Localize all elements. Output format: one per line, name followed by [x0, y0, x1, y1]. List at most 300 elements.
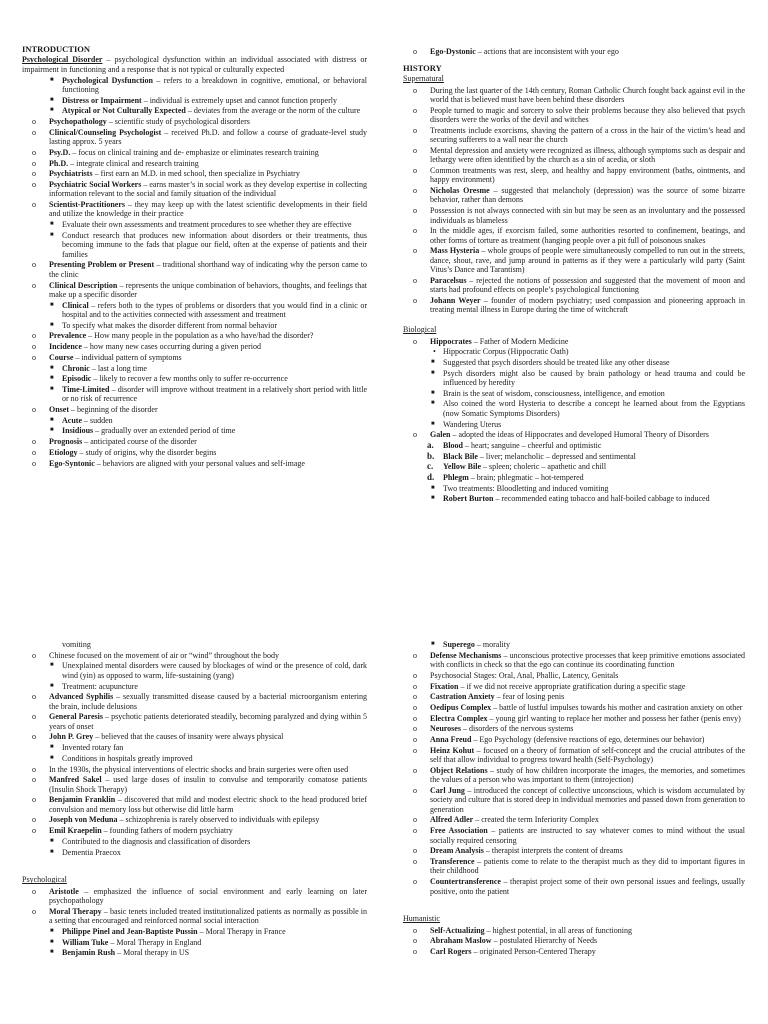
bullet-marker: o	[413, 47, 417, 56]
list-item	[403, 226, 745, 245]
supernatural-heading: Supernatural	[403, 74, 444, 84]
bullet-marker: o	[32, 886, 36, 896]
bullet-marker: o	[413, 226, 417, 236]
list-item	[403, 126, 745, 145]
bullet-marker: o	[32, 352, 36, 362]
bottom-right-column	[403, 640, 745, 958]
item-term: Object Relations	[430, 765, 488, 775]
item-text: – Ego Psychology (defensive reactions of ego, determines our behavior)	[471, 735, 705, 745]
item-text: Two treatments: Bloodletting and induced vomiting	[443, 483, 609, 493]
list-item	[22, 815, 367, 824]
item-term: Clinical	[62, 300, 89, 310]
bullet-marker: o	[32, 158, 36, 168]
item-term: Ego-Dystonic	[430, 47, 476, 56]
item-text: – Moral Therapy in France	[197, 926, 286, 936]
list-item	[403, 420, 745, 429]
list-item	[403, 337, 745, 346]
list-item	[22, 459, 367, 468]
bullet-marker: o	[32, 169, 36, 179]
bullet-marker: •	[433, 347, 436, 357]
item-term: Incidence	[49, 342, 82, 352]
bullet-marker: o	[413, 947, 417, 957]
item-text: – likely to recover a few months only to suffer re-occurrence	[91, 374, 288, 384]
bullet-marker: o	[32, 692, 36, 702]
bullet-marker: ■	[50, 682, 54, 689]
item-text: – first earn an M.D. in med school, then specialize in Psychiatry	[92, 169, 300, 179]
list-item	[403, 166, 745, 185]
item-text: – psychotic patients deteriorated steadily, becoming paralyzed and dying within 5 years of onset	[49, 712, 368, 731]
bullet-marker: o	[413, 670, 417, 680]
bullet-marker: o	[32, 342, 36, 352]
list-item	[403, 347, 745, 356]
bullet-marker: o	[32, 117, 36, 127]
bullet-marker: o	[413, 125, 417, 135]
list-item	[403, 441, 745, 450]
list-item	[22, 848, 367, 857]
biological-list	[403, 337, 745, 504]
item-text: – adopted the ideas of Hippocrates and developed Humoral Theory of Disorders	[450, 430, 709, 440]
item-term: Dream Analysis	[430, 846, 484, 856]
bullet-marker: ■	[431, 400, 435, 407]
item-text: – postulated Hierarchy of Needs	[491, 936, 598, 946]
item-term: General Paresis	[49, 712, 103, 722]
list-item	[22, 169, 367, 178]
bullet-marker: ■	[50, 107, 54, 114]
item-text: – gradually over an extended period of time	[93, 426, 236, 436]
bullet-marker: ■	[50, 927, 54, 934]
item-text: – anticipated course of the disorder	[82, 437, 197, 447]
item-term: Black Bile	[443, 451, 478, 461]
item-text: – created the term Inferiority Complex	[473, 815, 599, 825]
list-item	[22, 927, 367, 936]
history-heading: HISTORY	[403, 62, 442, 73]
item-term: Acute	[62, 415, 82, 425]
list-item	[403, 484, 745, 493]
list-item	[22, 938, 367, 947]
item-text: – battle of lustful impulses towards his mother and castration anxiety on other	[491, 702, 743, 712]
item-term: Blood	[443, 440, 464, 450]
item-text: Common treatments was rest, sleep, and healthy and happy environment (baths, ointments, and happy environment)	[430, 165, 745, 185]
item-term: Manfred Sakel	[49, 775, 102, 785]
item-text: Contributed to the diagnosis and classification of disorders	[62, 836, 251, 846]
list-item	[403, 714, 745, 723]
item-text: Treatments include exorcisms, shaving the pattern of a cross in the hair of the victim’s head and securing sufferers to a wall near the church	[430, 125, 745, 145]
biological-heading: Biological	[403, 325, 437, 335]
item-term: Course	[49, 352, 74, 362]
item-text: – emphasized the influence of social environment and early learning on later psychopathology	[49, 886, 367, 906]
item-text: – study of how children incorporate the images, the memories, and sometimes the values of a person who was important to them (introjection)	[430, 765, 745, 785]
list-item	[403, 846, 745, 855]
bullet-marker: o	[413, 815, 417, 825]
humanistic-list	[403, 926, 745, 957]
item-term: William Tuke	[62, 937, 109, 947]
item-term: Nicholas Oresme	[430, 186, 490, 196]
list-item	[403, 651, 745, 670]
item-text: – focused on a theory of formation of self-concept and the crucial attributes of the self that allow individual to progress toward health (Self-Psychology)	[430, 745, 746, 765]
item-term: Prevalence	[49, 331, 87, 341]
list-item	[403, 494, 745, 503]
list-item	[22, 795, 367, 814]
bullet-marker: ■	[50, 321, 54, 328]
item-text: – originated Person-Centered Therapy	[471, 947, 596, 957]
item-text: – individual is extremely upset and cannot function properly	[141, 95, 337, 105]
item-text: – patients come to relate to the therapist much as they did to important figures in their childhood	[430, 856, 745, 876]
item-text: – brain; phlegmatic – hot-tempered	[468, 473, 584, 483]
item-text: – study of origins, why the disorder begins	[77, 447, 217, 457]
list-item	[403, 857, 745, 876]
item-term: Psychological Dysfunction	[62, 75, 153, 85]
list-item	[403, 430, 745, 439]
item-text: – individual pattern of symptoms	[73, 352, 182, 362]
item-text: – how many new cases occurring during a given period	[81, 342, 261, 352]
list-item	[22, 331, 367, 340]
bullet-marker: o	[413, 145, 417, 155]
bullet-marker: o	[413, 702, 417, 712]
list-item	[403, 276, 745, 295]
list-item	[403, 146, 745, 165]
item-term: Countertransference	[430, 877, 501, 887]
bullet-marker: o	[32, 147, 36, 157]
item-term: Neuroses	[430, 724, 461, 734]
top-left-column	[22, 45, 367, 469]
list-item	[403, 473, 745, 482]
item-term: Self-Actualizing	[430, 925, 485, 935]
bullet-marker: o	[413, 186, 417, 196]
item-text: – recommended eating tobacco and half-boiled cabbage to induced	[493, 494, 710, 504]
item-text: In the middle ages, if exorcism failed, some authorities resorted to confinement, beatings, and other forms of torture as treatment (hanging people over a pit full of poisonous snakes	[430, 226, 745, 245]
bullet-marker: ■	[50, 416, 54, 423]
item-term: Transference	[430, 856, 475, 866]
list-item	[22, 907, 367, 926]
item-text: – patients are instructed to say whatever comes to mind without the usual socially required censoring	[430, 826, 745, 845]
list-item	[403, 246, 745, 274]
bullet-marker: o	[413, 650, 417, 660]
list-item	[403, 724, 745, 733]
bullet-marker: o	[413, 430, 417, 440]
list-item	[22, 200, 367, 219]
item-text: – young girl wanting to replace her mother and possess her father (penis envy)	[487, 713, 741, 723]
item-term: Episodic	[62, 374, 92, 384]
item-term: Insidious	[62, 426, 94, 436]
item-text: – morality	[474, 640, 510, 649]
item-text: – therapist interprets the content of dreams	[483, 846, 623, 856]
item-term: Psychiatric Social Workers	[49, 179, 142, 189]
list-item	[403, 389, 745, 398]
bullet-marker: o	[32, 775, 36, 785]
bullet-marker: o	[413, 735, 417, 745]
item-term: Defense Mechanisms	[430, 650, 502, 660]
item-text: Evaluate their own assessments and treatment procedures to see whether they are effective	[62, 220, 352, 230]
bullet-marker: o	[32, 764, 36, 774]
item-text: Conduct research that produces new information about disorders or their treatments, thus becoming immune to the fads that plague our field, often at the expense of patients and their families	[62, 230, 367, 259]
item-term: Robert Burton	[443, 494, 494, 504]
item-term: Presenting Problem or Present	[49, 260, 155, 270]
item-term: Distress or Impairment	[62, 95, 142, 105]
item-text: – believed that the causes of insanity were always physical	[93, 732, 284, 742]
item-text: Invented rotary fan	[62, 743, 124, 753]
bottom-left-column	[22, 640, 367, 959]
item-text: – unconscious protective processes that keep primitive emotions associated with conflicts in check so that the ego can continue its coordinating function	[430, 650, 745, 670]
bullet-marker: o	[413, 925, 417, 935]
item-text: – founder of modern psychiatry; used compassion and pioneering approach in treating mental illness in Europe during the time of witchcraft	[430, 296, 745, 315]
item-text: – spleen; choleric – apathetic and chill	[481, 462, 607, 472]
item-text: – Moral Therapy in England	[108, 937, 202, 947]
list-item	[22, 148, 367, 157]
item-text: – disorders of the nervous systems	[460, 724, 574, 734]
list-item	[403, 826, 745, 845]
bullet-marker: o	[32, 826, 36, 836]
list-item	[22, 281, 367, 300]
letter-marker: d.	[427, 472, 435, 483]
item-term: Carl Jung	[430, 785, 465, 795]
bullet-marker: o	[32, 906, 36, 916]
bullet-marker: o	[32, 447, 36, 457]
bullet-marker: ■	[50, 848, 54, 855]
list-item	[22, 765, 367, 774]
list-item	[403, 682, 745, 691]
item-text: Brain is the seat of wisdom, consciousness, intelligence, and emotion	[443, 388, 665, 398]
list-item	[22, 405, 367, 414]
item-text: – Moral therapy in US	[115, 948, 190, 958]
item-text: – refers both to the types of problems or disorders that you would find in a clinic or hospital and to the activities connected with assessment and treatment	[62, 300, 367, 320]
bullet-marker: ■	[431, 495, 435, 502]
bullet-marker: ■	[50, 754, 54, 761]
bullet-marker: ■	[50, 96, 54, 103]
item-term: Ego-Syntonic	[49, 458, 95, 468]
item-term: Psy.D.	[49, 147, 71, 157]
item-text: Mental depression and anxiety were recognized as illness, although symptoms such as despair and lethargy were often identified by the church as a sin of acedia, or sloth	[430, 145, 745, 165]
bullet-marker: ■	[50, 949, 54, 956]
ego-dystonic-list	[403, 47, 745, 56]
bullet-marker: o	[413, 785, 417, 795]
bullet-marker: o	[413, 85, 417, 95]
bullet-marker: o	[413, 877, 417, 887]
bullet-marker: ■	[431, 420, 435, 427]
bullet-marker: o	[413, 846, 417, 856]
bullet-marker: o	[413, 275, 417, 285]
introduction-heading: INTRODUCTION	[22, 44, 91, 54]
bullet-marker: ■	[50, 427, 54, 434]
list-item	[403, 926, 745, 935]
item-text: Hippocratic Corpus (Hippocratic Oath)	[443, 347, 569, 357]
list-item	[22, 364, 367, 373]
item-text: – integrate clinical and research training	[68, 158, 199, 168]
intro-list	[22, 76, 367, 468]
list-item	[403, 399, 745, 418]
list-item	[403, 692, 745, 701]
bullet-marker: ■	[50, 662, 54, 669]
list-item	[22, 385, 367, 404]
item-term: Moral Therapy	[49, 906, 102, 916]
item-text: – introduced the concept of collective unconscious, which is wisdom accumulated by society and culture that is stored deep in individual memories and passed down from generation to generation	[430, 785, 745, 814]
item-text: In the 1930s, the physical interventions of electric shocks and brain surgeries were often used	[49, 764, 349, 774]
bullet-marker: o	[413, 713, 417, 723]
list-item	[22, 76, 367, 95]
list-item	[22, 96, 367, 105]
item-text: Conditions in hospitals greatly improved	[62, 753, 193, 763]
bullet-marker: o	[413, 336, 417, 346]
item-text: – earns master’s in social work as they develop expertise in collecting information relevant to the social and family situation of the individual	[49, 179, 367, 199]
item-term: Electra Complex	[430, 713, 488, 723]
bullet-marker: ■	[431, 389, 435, 396]
item-text: – scientific study of psychological disorders	[106, 117, 250, 127]
intro-definition	[22, 55, 367, 74]
item-term: Psychiatrists	[49, 169, 93, 179]
item-term: Etiology	[49, 447, 78, 457]
list-item	[22, 775, 367, 794]
item-term: Yellow Bile	[443, 462, 481, 472]
bullet-marker: o	[413, 936, 417, 946]
item-term: Hippocrates	[430, 336, 472, 346]
item-term: Fixation	[430, 681, 459, 691]
list-item	[22, 128, 367, 147]
bullet-marker: o	[413, 165, 417, 175]
letter-marker: a.	[427, 439, 434, 450]
bullet-marker: o	[32, 815, 36, 825]
item-text: – received Ph.D. and follow a course of graduate-level study lasting approx. 5 years	[49, 127, 367, 147]
bullet-marker: ■	[50, 301, 54, 308]
list-item	[22, 732, 367, 741]
item-text: Also coined the word Hysteria to describe a concept he learned about from the Egyptians (now Somatic Symptoms Disorders)	[443, 399, 745, 418]
item-text: Chinese focused on the movement of air or “wind” throughout the body	[49, 650, 279, 660]
list-item	[403, 671, 745, 680]
list-item	[22, 426, 367, 435]
item-term: Joseph von Meduna	[49, 815, 118, 825]
psychological-heading: Psychological	[22, 875, 67, 885]
item-term: Onset	[49, 405, 69, 415]
list-item	[22, 159, 367, 168]
bullet-marker: o	[32, 712, 36, 722]
list-item	[22, 948, 367, 957]
item-term: Abraham Maslow	[430, 936, 492, 946]
item-text: – schizophrenia is rarely observed to individuals with epilepsy	[117, 815, 320, 825]
top-right-column	[403, 47, 745, 505]
item-text: – Father of Modern Medicine	[471, 336, 569, 346]
item-term: Johann Weyer	[430, 296, 481, 306]
item-text: – if we did not receive appropriate gratification during a specific stage	[458, 681, 686, 691]
bullet-marker: ■	[50, 375, 54, 382]
item-text: Unexplained mental disorders were caused by blockages of wind or the presence of cold, dark wind (yin) as opposed to warm, life-sustaining (yang)	[62, 661, 367, 680]
list-item	[403, 746, 745, 765]
bullet-marker: o	[413, 246, 417, 256]
item-text: During the last quarter of the 14th century, Roman Catholic Church fought back against evil in the world that is believed must have been behind these disorders	[430, 85, 745, 104]
list-item	[22, 416, 367, 425]
psychological-list	[22, 887, 367, 958]
list-item	[22, 260, 367, 279]
item-text: – How many people in the population as a who have/had the disorder?	[86, 331, 314, 341]
item-text: – liver; melancholic – depressed and sentimental	[477, 451, 636, 461]
bullet-marker: o	[413, 206, 417, 216]
item-text: – suggested that melancholy (depression) was the source of some bizarre behavior, rather than demons	[430, 186, 745, 205]
item-term: Alfred Adler	[430, 815, 474, 825]
bullet-marker: o	[32, 405, 36, 415]
bullet-marker: o	[32, 127, 36, 137]
item-term: Free Association	[430, 826, 488, 836]
bullet-marker: o	[32, 260, 36, 270]
item-text: Treatment: acupuncture	[62, 681, 138, 691]
item-term: Superego	[443, 640, 475, 649]
item-term: Clinical Description	[49, 280, 118, 290]
item-text: Psych disorders might also be caused by brain pathology or head trauma and could be influenced by heredity	[443, 368, 745, 388]
item-term: Galen	[430, 430, 451, 440]
bullet-marker: ■	[50, 364, 54, 371]
list-item	[22, 448, 367, 457]
intro-term: Psychological Disorder	[22, 55, 103, 65]
item-text: – heart; sanguine – cheerful and optimistic	[463, 440, 602, 450]
item-term: Clinical/Counseling Psychologist	[49, 127, 162, 137]
letter-marker: c.	[427, 461, 434, 472]
item-term: Ph.D.	[49, 158, 69, 168]
item-term: Oedipus Complex	[430, 702, 492, 712]
list-item	[22, 117, 367, 126]
item-text: To specify what makes the disorder different from normal behavior	[62, 320, 277, 330]
item-term: Atypical or Not Culturally Expected	[62, 106, 186, 116]
item-term: Phlegm	[443, 473, 469, 483]
item-text: – sudden	[82, 415, 113, 425]
list-item	[403, 735, 745, 744]
bullet-marker: o	[413, 681, 417, 691]
bullet-marker: ■	[50, 938, 54, 945]
list-item	[403, 106, 745, 125]
list-item	[22, 754, 367, 763]
item-term: Anna Freud	[430, 735, 472, 745]
bullet-marker: ■	[50, 221, 54, 228]
list-item	[22, 651, 367, 660]
bullet-marker: o	[32, 437, 36, 447]
bullet-marker: o	[413, 105, 417, 115]
item-term: Psychopathology	[49, 117, 107, 127]
bullet-marker: ■	[431, 641, 435, 647]
bullet-marker: o	[32, 179, 36, 189]
item-text: – beginning of the disorder	[69, 405, 158, 415]
bullet-marker: o	[413, 296, 417, 306]
intro-text: – psychological dysfunction within an individual associated with distress or impairment in functioning and a response that is not typical or culturally expected	[22, 55, 368, 74]
item-text: – whole groups of people were simultaneously compelled to run out in the streets, dance, shout, rave, and jump around in patterns as if they were a particularly wild party (Saint Vitus’s Dance and Tarantism)	[430, 246, 745, 275]
list-item	[403, 947, 745, 956]
list-item	[22, 374, 367, 383]
item-text: – highest potential, in all areas of functioning	[484, 925, 632, 935]
item-term: Chronic	[62, 363, 90, 373]
item-text: – they may keep up with the latest scientific developments in their field and utilize the knowledge in their practice	[49, 200, 367, 219]
item-text: People turned to magic and sorcery to solve their problems because they also believed that psych disorders were the works of the devil and witches	[430, 105, 745, 125]
bullet-marker: o	[413, 856, 417, 866]
item-text: Wandering Uterus	[443, 419, 502, 429]
item-term: John P. Grey	[49, 732, 94, 742]
list-item	[403, 766, 745, 785]
bullet-marker: ■	[431, 484, 435, 491]
list-item	[22, 826, 367, 835]
list-item	[22, 837, 367, 846]
list-item	[403, 47, 745, 56]
item-text: – represents the unique combination of behaviors, thoughts, and feelings that make up a specific disorder	[49, 280, 367, 299]
list-item	[22, 106, 367, 115]
item-text: – sexually transmitted disease caused by a bacterial microorganism entering the brain, include delusions	[49, 692, 368, 711]
bullet-marker: o	[413, 692, 417, 702]
item-text: – behaviors are aligned with your personal values and self-image	[94, 458, 305, 468]
item-text: – focus on clinical training and de- emphasize or eliminates research training	[70, 147, 319, 157]
bullet-marker: o	[32, 795, 36, 805]
list-item	[403, 936, 745, 945]
list-item	[403, 703, 745, 712]
list-item	[22, 712, 367, 731]
item-text: Psychosocial Stages: Oral, Anal, Phallic, Latency, Genitals	[430, 670, 619, 680]
continued-text: vomiting	[62, 640, 91, 649]
item-term: Carl Rogers	[430, 947, 472, 957]
item-text: – disorder will improve without treatment in a relatively short period with little or no risk of recurrence	[62, 384, 367, 404]
bullet-marker: o	[32, 331, 36, 341]
list-item	[403, 86, 745, 105]
bullet-marker: ■	[431, 369, 435, 376]
